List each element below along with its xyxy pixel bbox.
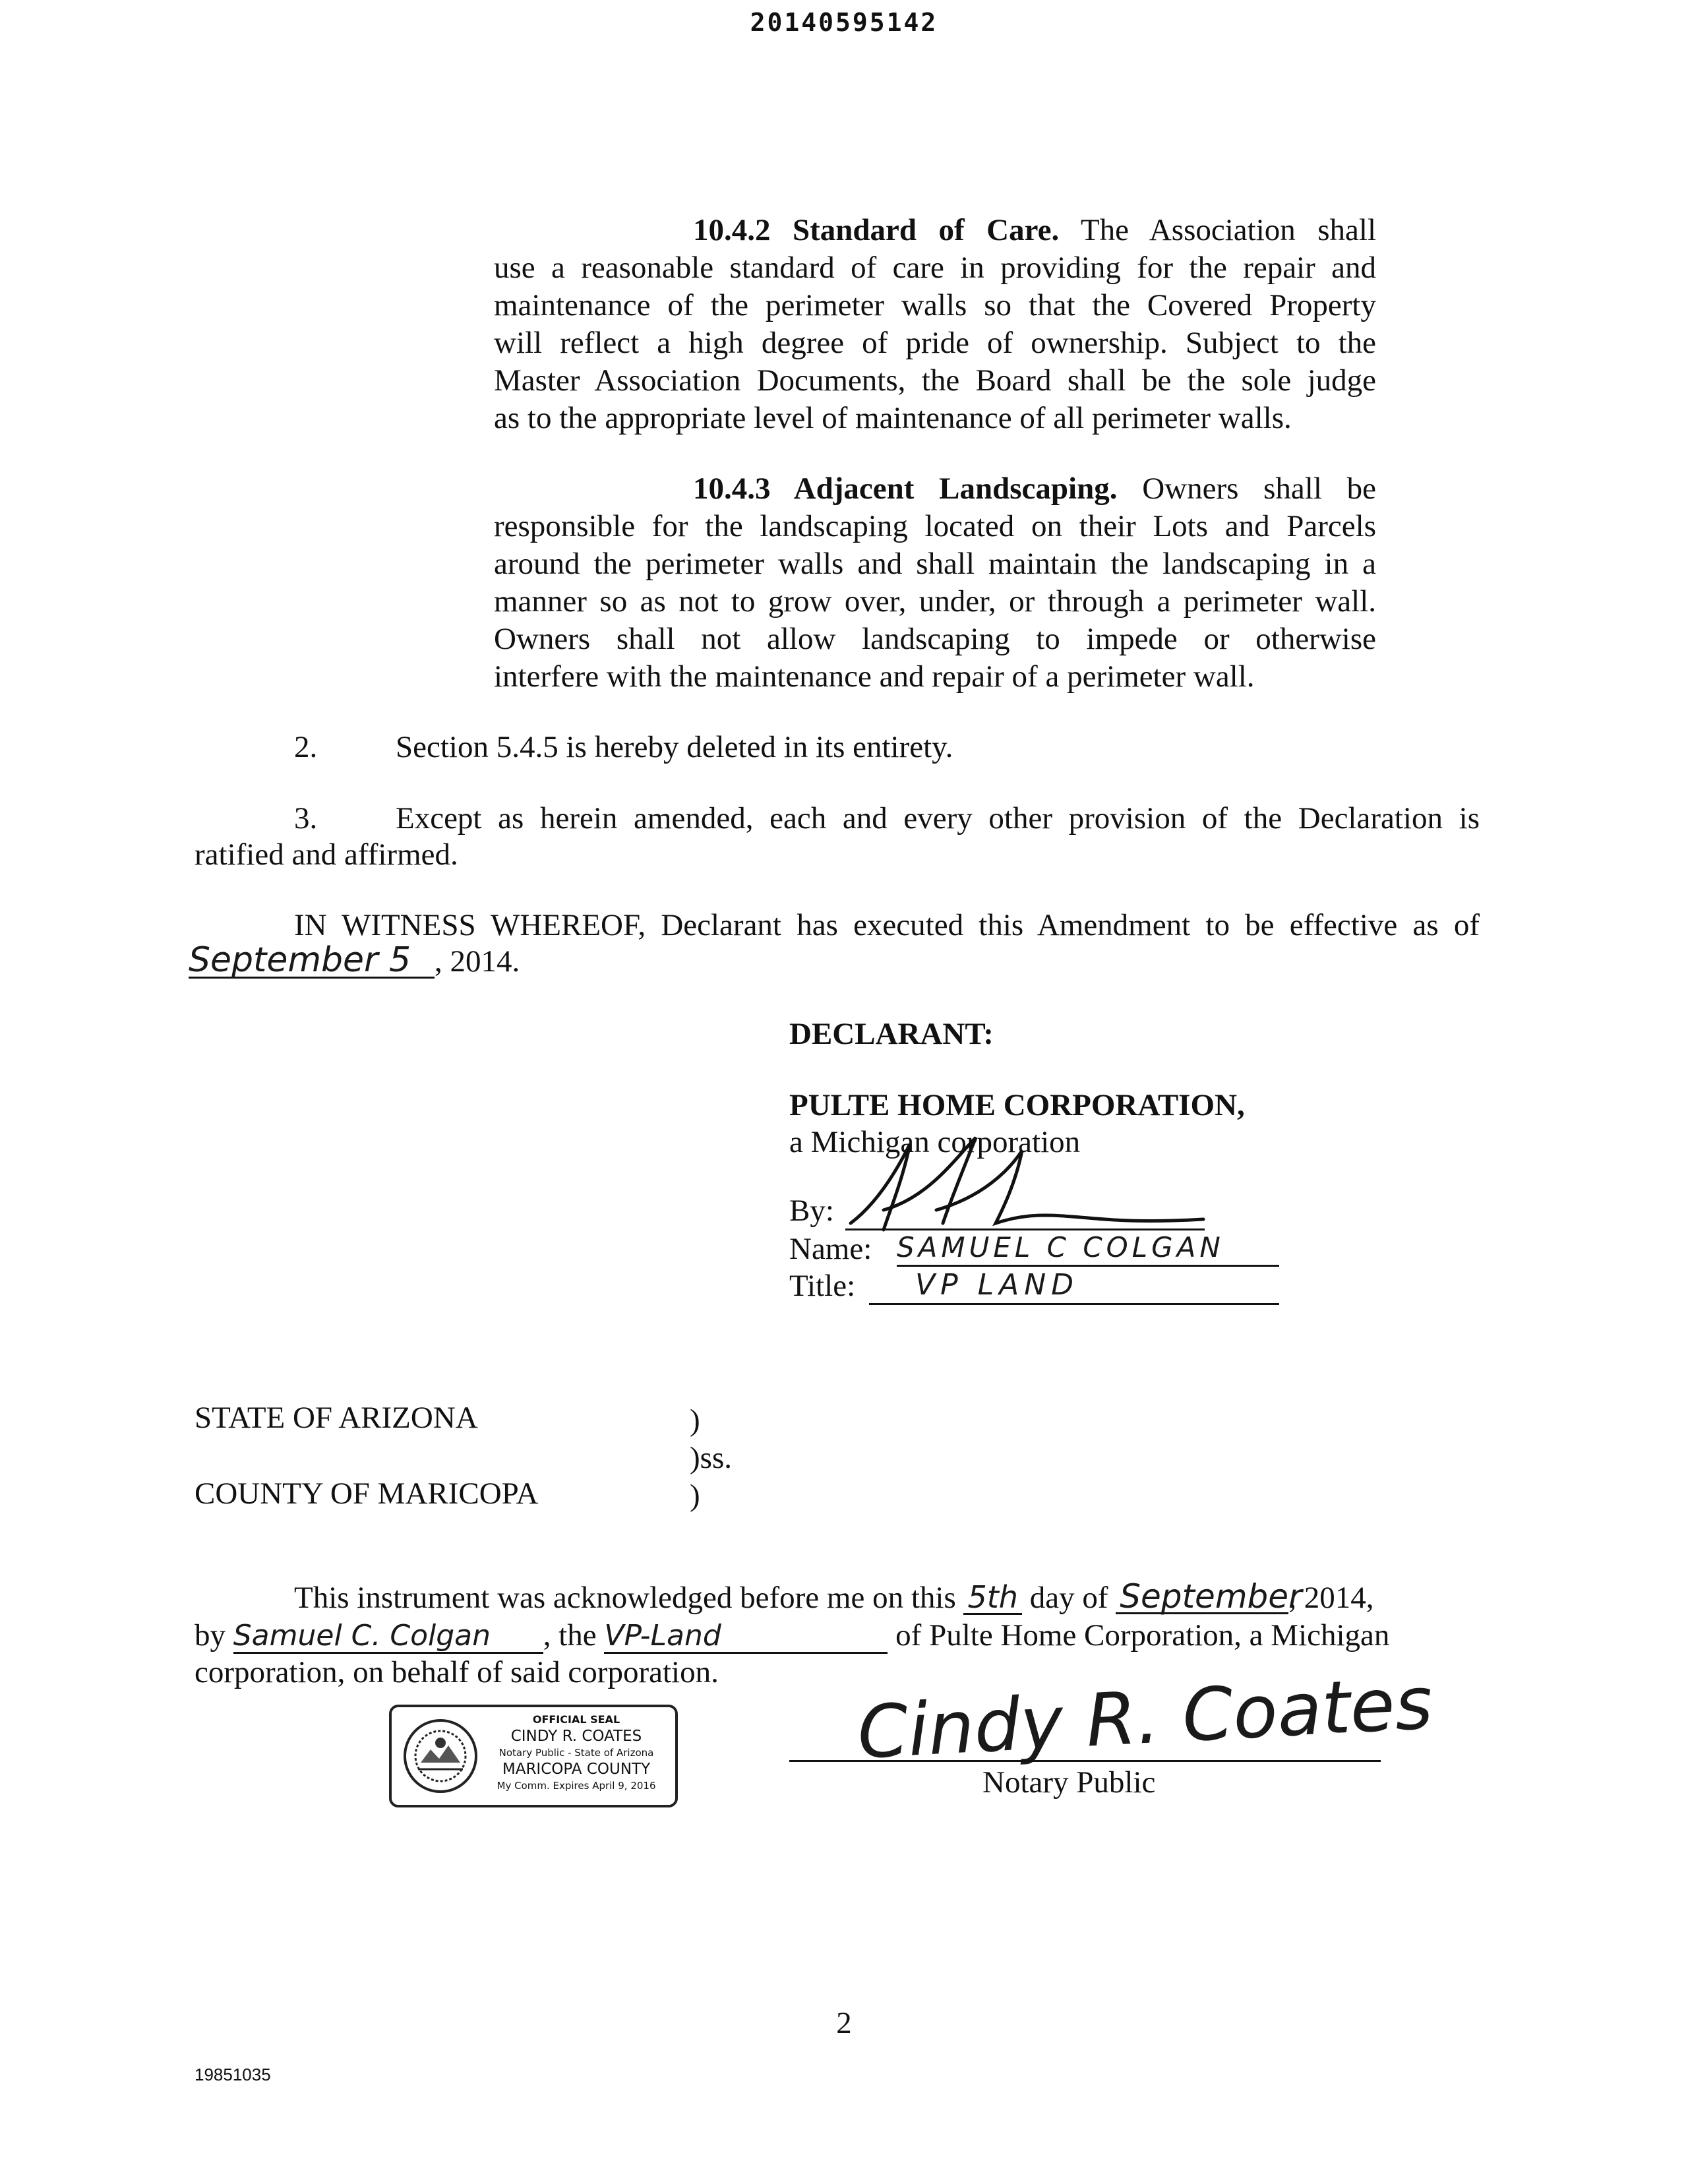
seal-line: OFFICIAL SEAL <box>532 1713 620 1726</box>
reference-number: 19851035 <box>195 2065 271 2084</box>
paragraph-line: responsible for the landscaping located on their Lots and Parcels <box>494 509 1376 543</box>
ack-text: , the <box>543 1618 597 1653</box>
paragraph-line: use a reasonable standard of care in providing for the repair and <box>494 251 1376 285</box>
company-type: a Michigan corporation <box>789 1125 1081 1159</box>
item-3-line1: Except as herein amended, each and every other provision of the Declaration is <box>396 801 1480 835</box>
ack-line2 <box>195 1617 1389 1654</box>
venue-paren: ) <box>690 1478 700 1513</box>
item-3-line2: ratified and affirmed. <box>195 837 458 872</box>
paragraph-line: manner so as not to grow over, under, or through a perimeter wall. <box>494 584 1376 619</box>
witness-line: IN WITNESS WHEREOF, Declarant has executed this Amendment to be effective as of <box>294 908 1480 942</box>
section-10-4-2 <box>494 212 1376 437</box>
seal-line: My Comm. Expires April 9, 2016 <box>497 1780 656 1792</box>
title-value: VP LAND <box>869 1267 1279 1305</box>
ack-line3: corporation, on behalf of said corporation. <box>195 1655 719 1689</box>
ack-signer: Samuel C. Colgan <box>233 1620 543 1654</box>
item-3-number: 3. <box>294 801 318 835</box>
paragraph-line: The Association shall <box>1080 213 1376 247</box>
section-heading-line <box>494 470 1376 508</box>
paragraph-line: Owners shall not allow landscaping to impede or otherwise <box>494 622 1376 656</box>
declarant-label: DECLARANT: <box>789 1017 994 1051</box>
ack-text: by <box>195 1618 226 1653</box>
item-2-text: Section 5.4.5 is hereby deleted in its entirety. <box>396 730 953 764</box>
document-number: 20140595142 <box>750 8 938 37</box>
title-label: Title: <box>789 1269 856 1303</box>
name-value: SAMUEL C COLGAN <box>897 1230 1279 1267</box>
venue-ss: )ss. <box>690 1441 732 1475</box>
paragraph-line: around the perimeter walls and shall maintain the landscaping in a <box>494 547 1376 581</box>
page-number: 2 <box>836 2006 852 2040</box>
handwritten-date: September 5 <box>189 944 435 979</box>
seal-line: MARICOPA COUNTY <box>502 1761 651 1778</box>
notary-line <box>789 1760 1381 1762</box>
company-name: PULTE HOME CORPORATION, <box>789 1088 1245 1122</box>
ack-day: 5th <box>963 1581 1021 1615</box>
section-heading: 10.4.2 Standard of Care. <box>693 213 1060 247</box>
paragraph-line: will reflect a high degree of pride of ownership. Subject to the <box>494 326 1376 360</box>
name-label: Name: <box>789 1232 872 1266</box>
ack-text: This instrument was acknowledged before me on this <box>294 1581 956 1615</box>
ack-text: , 2014, <box>1288 1581 1374 1615</box>
paragraph-line: Owners shall be <box>1142 471 1376 506</box>
ack-month: September <box>1116 1581 1288 1614</box>
declarant-signature <box>837 1131 1207 1243</box>
ack-text: day of <box>1029 1581 1108 1615</box>
official-seal-stamp <box>389 1705 678 1807</box>
seal-text <box>484 1713 669 1793</box>
ack-text: of Pulte Home Corporation, a Michigan <box>895 1618 1390 1653</box>
venue-state: STATE OF ARIZONA <box>195 1401 478 1435</box>
ack-role: VP-Land <box>604 1620 888 1654</box>
section-heading: 10.4.3 Adjacent Landscaping. <box>693 471 1118 506</box>
seal-line: Notary Public - State of Arizona <box>498 1747 654 1759</box>
witness-date-line <box>189 940 520 981</box>
notary-signature: Cindy R. Coates <box>855 1660 1435 1775</box>
section-heading-line <box>494 212 1376 249</box>
item-2-number: 2. <box>294 730 318 764</box>
notary-label: Notary Public <box>982 1765 1156 1800</box>
witness-year: , 2014. <box>435 944 520 979</box>
paragraph-line: interfere with the maintenance and repair of a perimeter wall. <box>494 659 1255 694</box>
section-10-4-3 <box>494 470 1376 696</box>
venue-paren: ) <box>690 1403 700 1438</box>
paragraph-line: Master Association Documents, the Board shall be the sole judge <box>494 363 1376 398</box>
by-label: By: <box>789 1194 834 1228</box>
paragraph-line: as to the appropriate level of maintenance of all perimeter walls. <box>494 401 1292 435</box>
arizona-seal-emblem <box>401 1716 480 1796</box>
venue-county: COUNTY OF MARICOPA <box>195 1476 539 1511</box>
paragraph-line: maintenance of the perimeter walls so that the Covered Property <box>494 288 1376 322</box>
ack-line1 <box>294 1579 1373 1617</box>
seal-line: CINDY R. COATES <box>510 1728 642 1745</box>
